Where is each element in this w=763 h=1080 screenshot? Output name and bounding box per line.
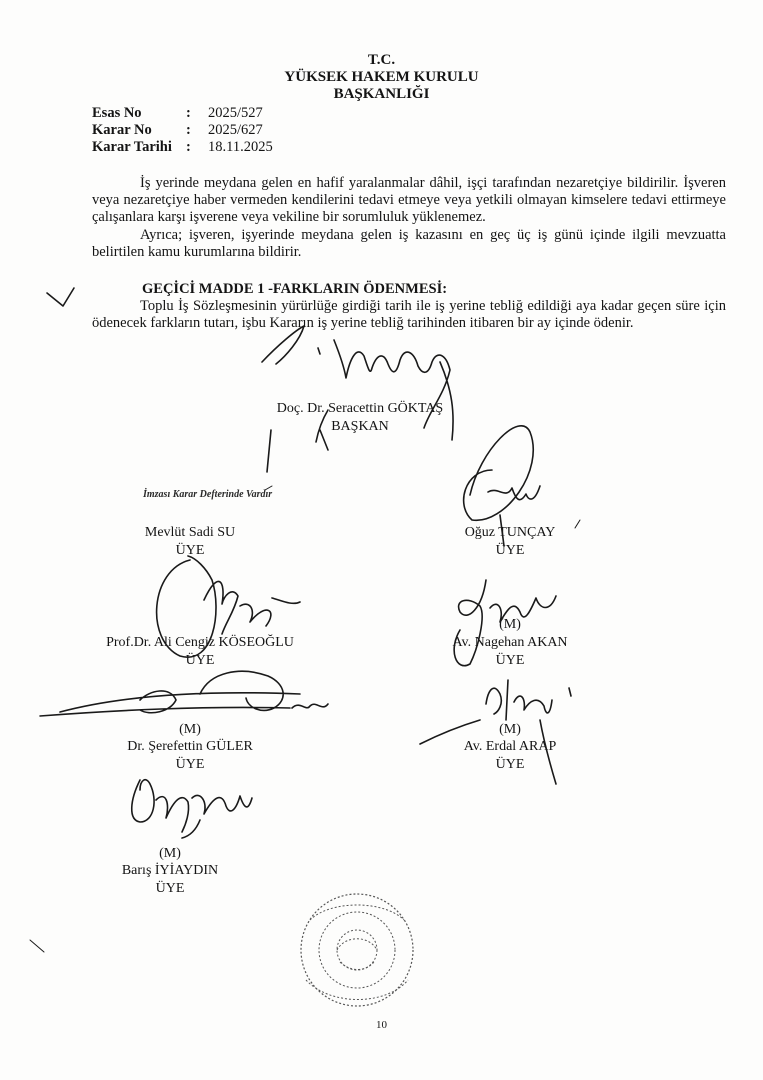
member-note: (M) [179,722,201,737]
header-institution: YÜKSEK HAKEM KURULU [284,69,479,85]
member-name: Barış İYİAYDIN [121,863,219,878]
member-name: Prof.Dr. Ali Cengiz KÖSEOĞLU [106,635,294,650]
president-name: Doç. Dr. Seracettin GÖKTAŞ [276,401,444,416]
member-note: (M) [499,617,521,632]
member-role: ÜYE [495,757,525,772]
member-role: ÜYE [495,653,525,668]
header-department: BAŞKANLIĞI [333,86,430,102]
member-name: Av. Erdal ARAP [463,739,557,754]
member-role: ÜYE [175,757,205,772]
checkmark-icon [47,288,74,306]
page-number: 10 [376,1019,387,1031]
paragraph-injury-report: İş yerinde meydana gelen en hafif yaralanmalar dâhil, işçi tarafından nezaretçiye bildirilir. İşveren veya nezaretçiye haber vermeden kendilerini tedavi etmeye veya yetkili olmayan kimselere tedavi ettirmeye çalışanlara karşı işverene veya vekiline bir sorumluluk yüklenemez. [92,175,726,225]
section-title: GEÇİCİ MADDE 1 -FARKLARIN ÖDENMESİ: [142,281,448,297]
seal-icon [301,894,413,1006]
meta-sep: : [186,105,191,121]
meta-key: Esas No [92,105,142,121]
member-name: Mevlüt Sadi SU [144,525,236,540]
meta-key: Karar Tarihi [92,139,172,155]
header-tc: T.C. [367,52,396,68]
member-note: (M) [159,846,181,861]
member-signature-icon [132,780,252,838]
member-role: ÜYE [175,543,205,558]
member-role: ÜYE [185,653,215,668]
meta-sep: : [186,139,191,155]
meta-value: 2025/627 [208,122,263,138]
paragraph-accident-notice: Ayrıca; işveren, işyerinde meydana gelen iş kazasını en geç üç iş günü içinde ilgili mevzuatta belirtilen kamu kurumlarına bildirir. [92,227,726,260]
paragraph-payment: Toplu İş Sözleşmesinin yürürlüğe girdiği tarih ile iş yerine tebliğ edildiği aya kadar geçen süre için ödenecek farkların tutarı, işbu Kararın iş yerine tebliğ tarihinden itibaren bir ay içinde ödenir. [92,298,726,331]
meta-value: 2025/527 [208,105,263,121]
meta-value: 18.11.2025 [208,139,273,155]
member-role: ÜYE [495,543,525,558]
member-name: Dr. Şerefettin GÜLER [127,739,253,754]
president-role: BAŞKAN [331,419,389,434]
member-role: ÜYE [155,881,185,896]
member-signature-icon [40,671,328,716]
meta-key: Karar No [92,122,152,138]
stamp-text: İmzası Karar Defterinde Vardır [143,489,273,500]
member-note: (M) [499,722,521,737]
meta-sep: : [186,122,191,138]
member-name: Av. Nagehan AKAN [452,635,568,650]
member-name: Oğuz TUNÇAY [464,525,556,540]
